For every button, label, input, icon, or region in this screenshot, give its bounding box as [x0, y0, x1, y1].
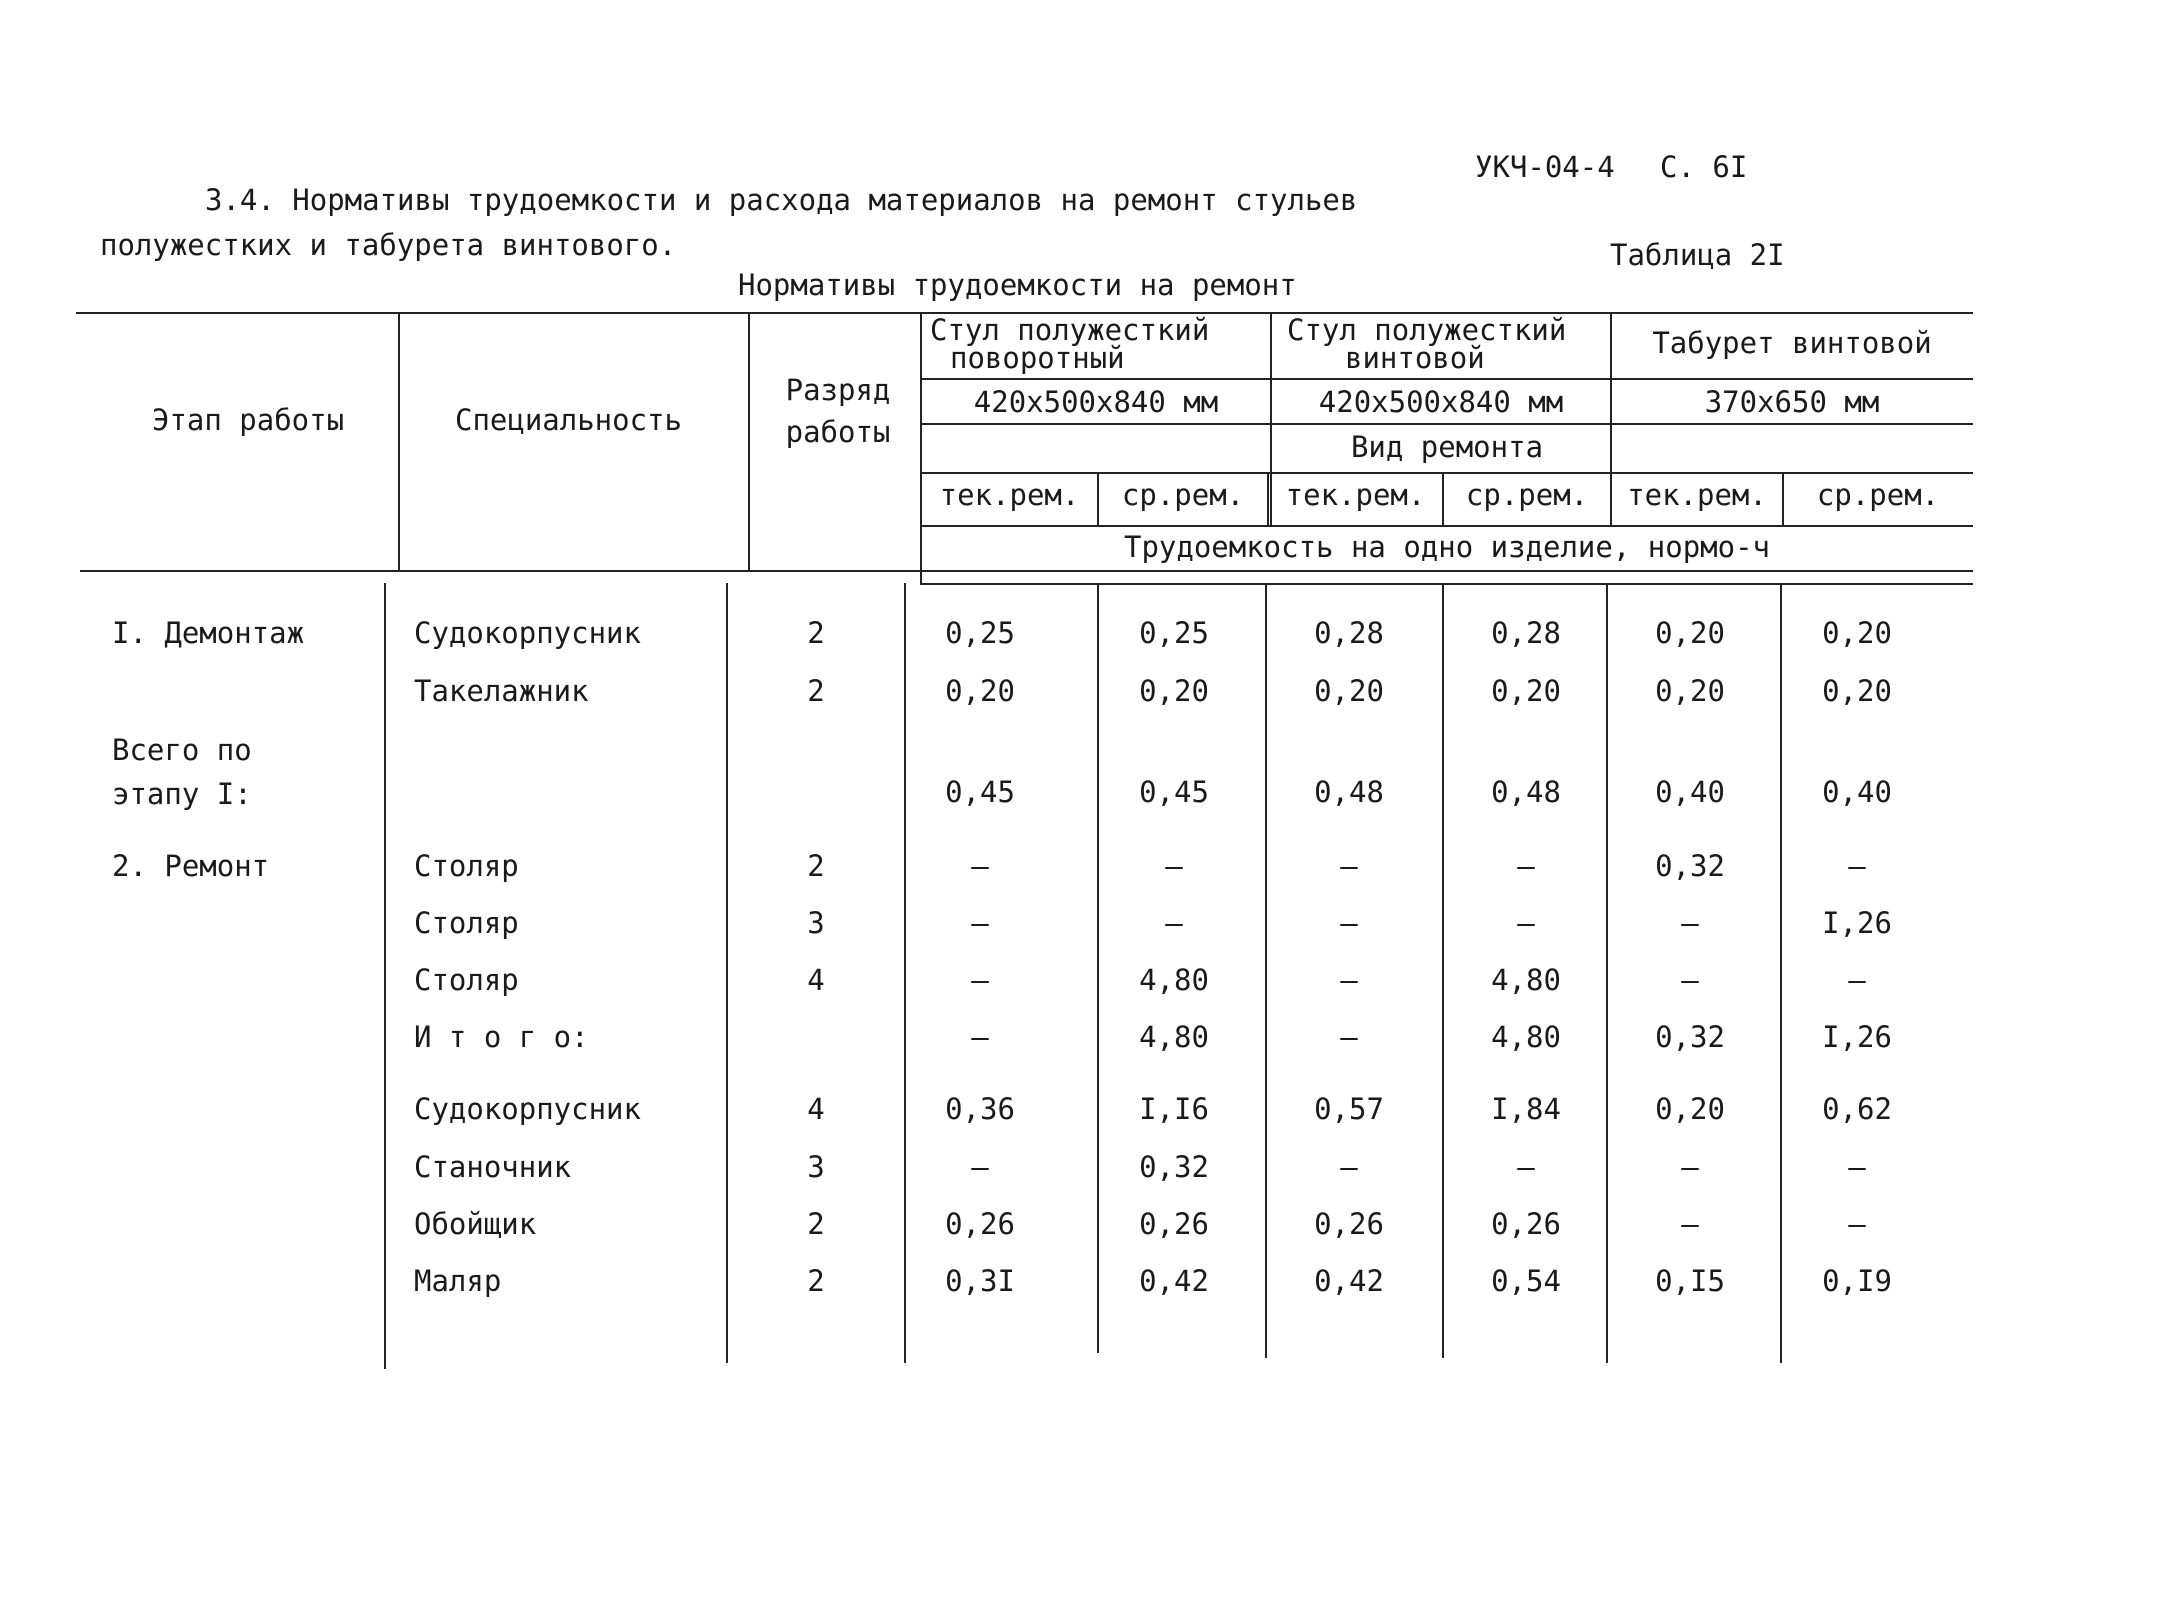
product-name-rule [920, 378, 1973, 380]
row-value: I,26 [1822, 906, 1892, 940]
header-grade-line1: Разряд [785, 373, 891, 407]
repair-type-rule [920, 472, 1973, 474]
row-value: – [1340, 1020, 1358, 1054]
col-divider-grade-body [726, 583, 728, 1363]
product-size-rule [920, 423, 1973, 425]
row-specialty: Маляр [414, 1264, 502, 1298]
repair-kind-5: тек.рем. [1627, 478, 1767, 512]
row-value: – [1340, 849, 1358, 883]
row-value: 0,42 [1139, 1264, 1209, 1298]
row-value: – [1165, 906, 1183, 940]
section-title-line2: полужестких и табурета винтового. [100, 228, 677, 262]
page-number: С. 6I [1660, 150, 1748, 184]
row-grade: 2 [807, 1207, 825, 1241]
row-value: 0,57 [1314, 1092, 1384, 1126]
row-value: 0,25 [945, 616, 1015, 650]
row-value: 0,36 [945, 1092, 1015, 1126]
row-value: 0,I9 [1822, 1264, 1892, 1298]
row-value: – [1848, 1150, 1866, 1184]
product-1-size: 420х500х840 мм [973, 385, 1219, 419]
repair-kind-4: ср.рем. [1465, 478, 1589, 512]
row-value: 0,20 [1139, 674, 1209, 708]
document-code: УКЧ-04-4 [1475, 150, 1615, 184]
row-value: – [971, 963, 989, 997]
row-value: 0,I5 [1655, 1264, 1725, 1298]
row-value: 0,26 [1139, 1207, 1209, 1241]
row-value: I,84 [1491, 1092, 1561, 1126]
row-value: 0,20 [1822, 674, 1892, 708]
row-value: 0,32 [1655, 849, 1725, 883]
row-stage: Всего по [112, 733, 252, 767]
row-value: 0,28 [1314, 616, 1384, 650]
row-value: 0,26 [1314, 1207, 1384, 1241]
row-grade: 4 [807, 1092, 825, 1126]
row-specialty: Столяр [414, 906, 519, 940]
row-value: 0,45 [1139, 775, 1209, 809]
col-divider-v3-body [1442, 583, 1444, 1358]
col-divider-v5-body [1780, 583, 1782, 1363]
table-caption: Нормативы трудоемкости на ремонт [738, 268, 1297, 302]
row-value: 0,40 [1822, 775, 1892, 809]
row-specialty: Столяр [414, 963, 519, 997]
row-grade: 2 [807, 1264, 825, 1298]
row-value: – [1517, 1150, 1535, 1184]
row-value: – [1848, 849, 1866, 883]
product-2-name-line2: винтовой [1345, 341, 1485, 375]
row-value: 0,42 [1314, 1264, 1384, 1298]
row-value: 0,54 [1491, 1264, 1561, 1298]
row-stage: 2. Ремонт [112, 849, 270, 883]
row-grade: 3 [807, 1150, 825, 1184]
row-value: 0,28 [1491, 616, 1561, 650]
product-3-name: Табурет винтовой [1652, 326, 1932, 360]
row-value: 4,80 [1139, 963, 1209, 997]
row-value: I,26 [1822, 1020, 1892, 1054]
row-grade: 2 [807, 849, 825, 883]
row-grade: 2 [807, 674, 825, 708]
col-divider-specialty-body [384, 583, 386, 1369]
row-value: 0,48 [1314, 775, 1384, 809]
row-specialty: Судокорпусник [414, 1092, 641, 1126]
row-value: – [971, 1020, 989, 1054]
row-stage: I. Демонтаж [112, 616, 305, 650]
product-1-name-line1: Стул полужесткий [930, 313, 1210, 347]
row-value: – [1340, 906, 1358, 940]
row-value: 0,48 [1491, 775, 1561, 809]
row-specialty: И т о г о: [414, 1020, 589, 1054]
header-stage: Этап работы [152, 403, 345, 437]
col-divider-v4-body [1606, 583, 1608, 1363]
row-value: 0,20 [1655, 1092, 1725, 1126]
col-divider-v2-body [1265, 583, 1267, 1358]
repair-kind-3: тек.рем. [1285, 478, 1426, 512]
row-value: 0,26 [1491, 1207, 1561, 1241]
row-specialty: Обойщик [414, 1207, 537, 1241]
row-specialty: Судокорпусник [414, 616, 641, 650]
row-value: – [1848, 1207, 1866, 1241]
row-value: – [1340, 963, 1358, 997]
repair-kind-2: ср.рем. [1121, 478, 1245, 512]
row-value: – [971, 906, 989, 940]
col-divider-values-body [904, 583, 906, 1363]
row-value: 0,20 [1655, 616, 1725, 650]
product-3-size: 370х650 мм [1704, 385, 1880, 419]
row-value: – [1681, 963, 1699, 997]
unit-row-rule [920, 583, 1973, 585]
header-specialty: Специальность [455, 403, 682, 437]
row-value: 0,26 [945, 1207, 1015, 1241]
product-1-name-line2: поворотный [950, 341, 1125, 375]
row-grade: 3 [807, 906, 825, 940]
row-value: – [1340, 1150, 1358, 1184]
row-value: 0,40 [1655, 775, 1725, 809]
row-grade: 2 [807, 616, 825, 650]
header-bottom-rule [80, 570, 1973, 572]
row-value: – [1681, 1150, 1699, 1184]
col-divider-specialty [398, 312, 400, 570]
col-divider-grade [748, 312, 750, 570]
row-value: – [971, 849, 989, 883]
product-2-name-line1: Стул полужесткий [1287, 313, 1567, 347]
row-grade: 4 [807, 963, 825, 997]
row-value: – [1681, 1207, 1699, 1241]
row-value: – [1681, 906, 1699, 940]
repair-type-header: Вид ремонта [1350, 430, 1544, 464]
unit-row: Трудоемкость на одно изделие, нормо-ч [1123, 530, 1770, 564]
repair-kind-6: ср.рем. [1816, 478, 1940, 512]
row-stage: этапу I: [112, 777, 252, 811]
row-value: 0,25 [1139, 616, 1209, 650]
row-value: – [1517, 849, 1535, 883]
row-value: – [1165, 849, 1183, 883]
row-value: – [1848, 963, 1866, 997]
section-title-line1: 3.4. Нормативы трудоемкости и расхода материалов на ремонт стульев [205, 183, 1358, 217]
repair-kind-rule [920, 525, 1973, 527]
row-value: 0,20 [1314, 674, 1384, 708]
row-value: I,I6 [1139, 1092, 1209, 1126]
product-2-size: 420х500х840 мм [1318, 385, 1564, 419]
row-value: 0,20 [1491, 674, 1561, 708]
repair-kind-1: тек.рем. [939, 478, 1080, 512]
row-value: – [971, 1150, 989, 1184]
row-value: 0,20 [1822, 616, 1892, 650]
table-label: Таблица 2I [1610, 238, 1785, 272]
row-value: 0,32 [1655, 1020, 1725, 1054]
row-specialty: Такелажник [414, 674, 589, 708]
row-value: 4,80 [1139, 1020, 1209, 1054]
row-specialty: Станочник [414, 1150, 572, 1184]
row-value: 0,32 [1139, 1150, 1209, 1184]
header-grade-line2: работы [785, 415, 891, 449]
row-specialty: Столяр [414, 849, 519, 883]
row-value: 0,62 [1822, 1092, 1892, 1126]
row-value: 0,20 [945, 674, 1015, 708]
row-value: – [1517, 906, 1535, 940]
row-value: 0,45 [945, 775, 1015, 809]
row-value: 0,20 [1655, 674, 1725, 708]
col-divider-v1-body [1097, 583, 1099, 1353]
row-value: 0,3I [945, 1264, 1015, 1298]
row-value: 4,80 [1491, 963, 1561, 997]
row-value: 4,80 [1491, 1020, 1561, 1054]
